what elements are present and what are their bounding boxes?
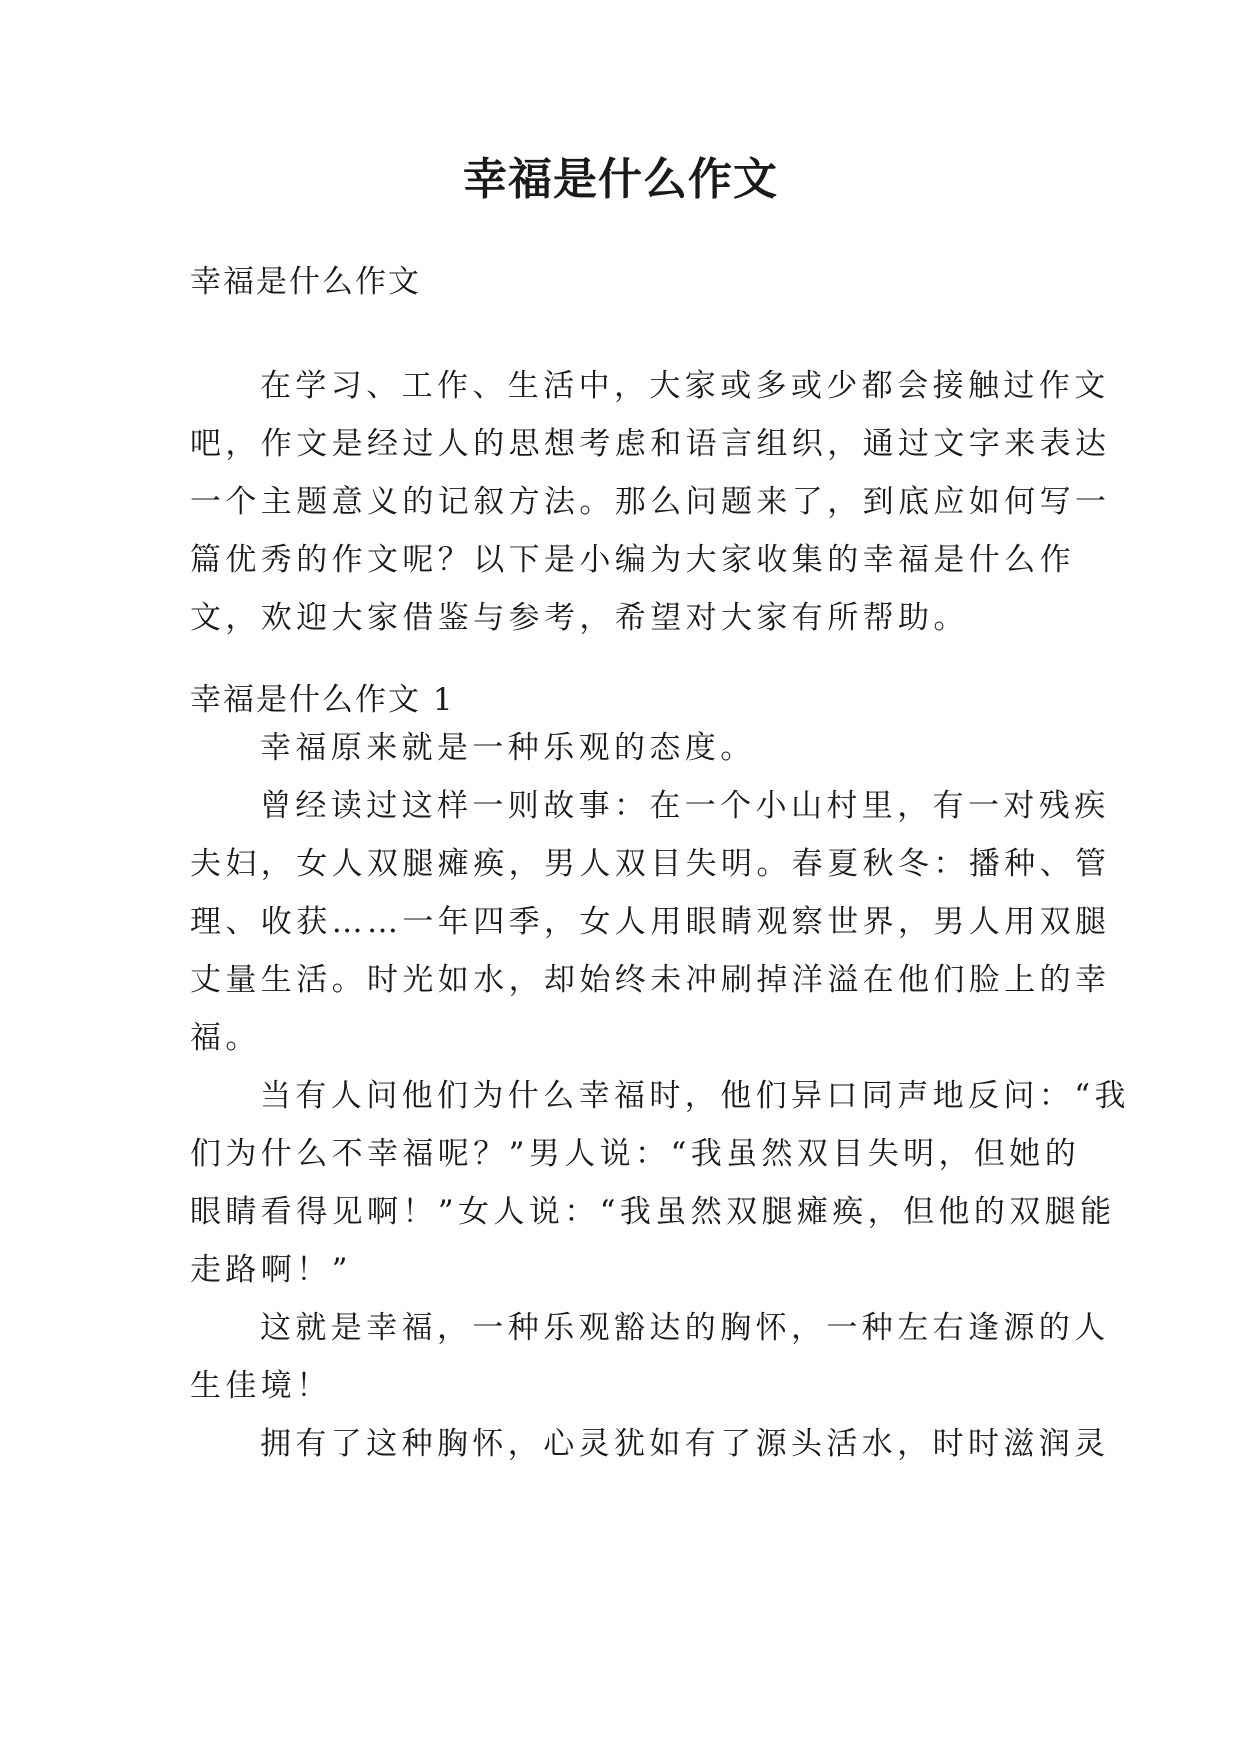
body-line: 曾经读过这样一则故事：在一个小山村里，有一对残疾	[260, 788, 1110, 824]
intro-line: 一个主题意义的记叙方法。那么问题来了，到底应如何写一	[190, 484, 1111, 520]
intro-line: 吧，作文是经过人的思想考虑和语言组织，通过文字来表达	[190, 426, 1111, 462]
section-1-heading: 幸福是什么作文 1	[190, 682, 455, 718]
section-1-body	[190, 719, 1130, 1473]
body-line: 福。	[190, 1020, 261, 1056]
intro-line: 在学习、工作、生活中，大家或多或少都会接触过作文	[260, 368, 1110, 404]
body-line: 拥有了这种胸怀，心灵犹如有了源头活水，时时滋润灵	[260, 1426, 1110, 1462]
document-subtitle: 幸福是什么作文	[190, 264, 421, 300]
body-line: 夫妇，女人双腿瘫痪，男人双目失明。春夏秋冬：播种、管	[190, 846, 1111, 882]
body-line: 走路啊！”	[190, 1252, 352, 1288]
intro-line: 篇优秀的作文呢？以下是小编为大家收集的幸福是什么作	[190, 542, 1075, 578]
intro-line: 文，欢迎大家借鉴与参考，希望对大家有所帮助。	[190, 600, 969, 636]
body-line: 们为什么不幸福呢？”男人说：“我虽然双目失明，但她的	[190, 1136, 1081, 1172]
body-line: 眼睛看得见啊！”女人说：“我虽然双腿瘫痪，但他的双腿能	[190, 1194, 1116, 1230]
intro-paragraph	[190, 357, 1111, 647]
body-line: 理、收获……一年四季，女人用眼睛观察世界，男人用双腿	[190, 904, 1111, 940]
body-line: 丈量生活。时光如水，却始终未冲刷掉洋溢在他们脸上的幸	[190, 962, 1111, 998]
body-line: 生佳境！	[190, 1368, 332, 1404]
body-line: 幸福原来就是一种乐观的态度。	[260, 730, 756, 766]
document-title: 幸福是什么作文	[463, 154, 778, 205]
body-line: 这就是幸福，一种乐观豁达的胸怀，一种左右逢源的人	[260, 1310, 1110, 1346]
body-line: 当有人问他们为什么幸福时，他们异口同声地反问：“我	[260, 1078, 1130, 1114]
